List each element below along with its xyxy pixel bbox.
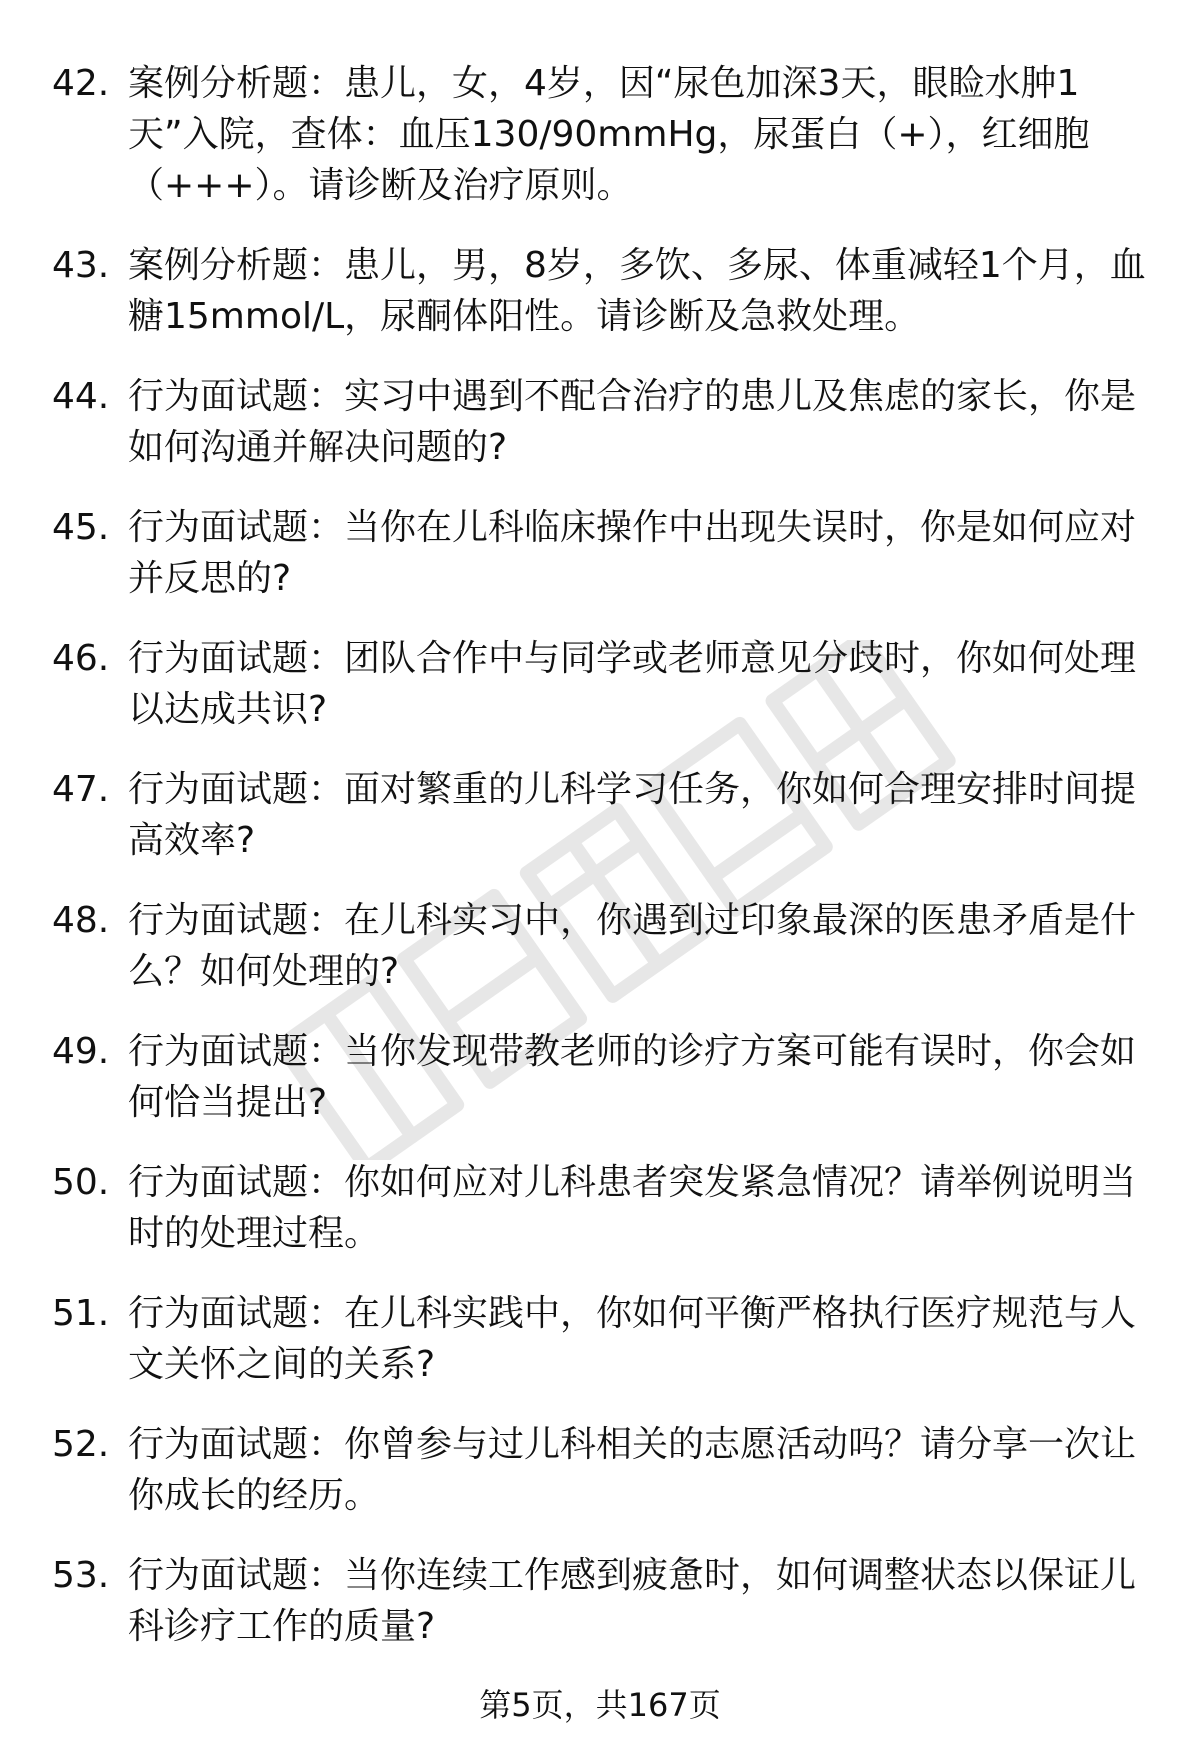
question-number: 49.	[52, 1031, 110, 1072]
question-text: 行为面试题：团队合作中与同学或老师意见分歧时，你如何处理以达成共识?	[128, 638, 1137, 730]
question-list	[52, 58, 1152, 1652]
question-number: 42.	[52, 63, 110, 104]
list-item	[52, 895, 1152, 997]
list-item	[52, 1419, 1152, 1521]
question-number: 44.	[52, 376, 110, 417]
list-item	[52, 764, 1152, 866]
question-number: 43.	[52, 245, 110, 286]
question-text: 行为面试题：在儿科实践中，你如何平衡严格执行医疗规范与人文关怀之间的关系?	[128, 1293, 1137, 1385]
list-item	[52, 1550, 1152, 1652]
page-footer	[0, 1683, 1200, 1727]
question-text: 行为面试题：实习中遇到不配合治疗的患儿及焦虑的家长，你是如何沟通并解决问题的?	[128, 376, 1137, 468]
list-item	[52, 240, 1152, 342]
question-number: 46.	[52, 638, 110, 679]
list-item	[52, 1157, 1152, 1259]
question-text: 行为面试题：面对繁重的儿科学习任务，你如何合理安排时间提高效率?	[128, 769, 1137, 861]
list-item	[52, 502, 1152, 604]
question-number: 48.	[52, 900, 110, 941]
question-text: 行为面试题：当你在儿科临床操作中出现失误时，你是如何应对并反思的?	[128, 507, 1137, 599]
question-number: 51.	[52, 1293, 110, 1334]
list-item	[52, 58, 1152, 211]
question-number: 45.	[52, 507, 110, 548]
question-number: 50.	[52, 1162, 110, 1203]
question-number: 52.	[52, 1424, 110, 1465]
page-number-label: 第5页，共167页	[479, 1686, 721, 1724]
question-text: 案例分析题：患儿，女，4岁，因“尿色加深3天，眼睑水肿1天”入院，查体：血压130/90mmHg，尿蛋白（+），红细胞（+++）。请诊断及治疗原则。	[128, 63, 1090, 206]
list-item	[52, 1288, 1152, 1390]
question-number: 47.	[52, 769, 110, 810]
question-text: 行为面试题：当你连续工作感到疲惫时，如何调整状态以保证儿科诊疗工作的质量?	[128, 1555, 1137, 1647]
question-number: 53.	[52, 1555, 110, 1596]
list-item	[52, 1026, 1152, 1128]
question-text: 行为面试题：你如何应对儿科患者突发紧急情况？请举例说明当时的处理过程。	[128, 1162, 1137, 1254]
question-text: 行为面试题：你曾参与过儿科相关的志愿活动吗？请分享一次让你成长的经历。	[128, 1424, 1137, 1516]
list-item	[52, 633, 1152, 735]
question-text: 行为面试题：当你发现带教老师的诊疗方案可能有误时，你会如何恰当提出?	[128, 1031, 1137, 1123]
question-text: 案例分析题：患儿，男，8岁，多饮、多尿、体重减轻1个月，血糖15mmol/L，尿酮体阳性。请诊断及急救处理。	[128, 245, 1146, 337]
list-item	[52, 371, 1152, 473]
question-text: 行为面试题：在儿科实习中，你遇到过印象最深的医患矛盾是什么？如何处理的?	[128, 900, 1137, 992]
